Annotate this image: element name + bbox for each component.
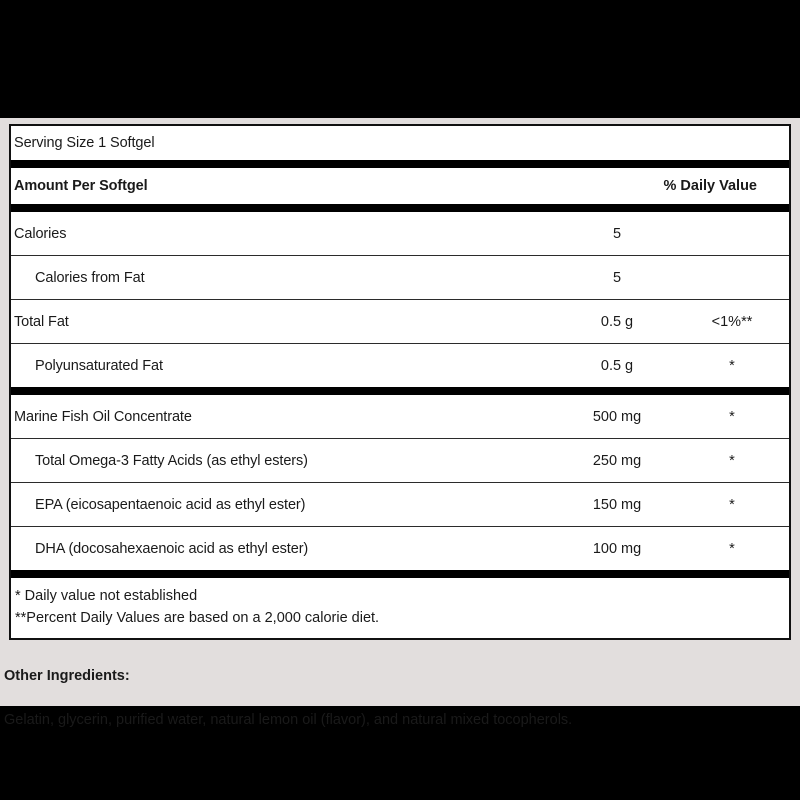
footnotes: [11, 578, 789, 638]
thick-rule-under-header: [11, 204, 789, 212]
nutrient-amount: 0.5 g: [600, 357, 634, 374]
nutrition-facts-table: [9, 124, 791, 640]
other-ingredients-section: [0, 643, 800, 728]
table-row: [11, 439, 789, 482]
serving-size-text: Serving Size 1 Softgel: [14, 135, 155, 151]
nutrient-daily-value: *: [729, 540, 735, 557]
nutrient-name: Total Omega-3 Fatty Acids (as ethyl esters): [35, 452, 308, 469]
table-row: [11, 527, 789, 570]
nutrient-name: Calories: [14, 225, 67, 242]
nutrient-daily-value: *: [729, 452, 735, 469]
nutrient-amount: 500 mg: [592, 408, 642, 425]
table-row: [11, 300, 789, 343]
table-row: [11, 483, 789, 526]
nutrient-amount: 5: [612, 225, 622, 242]
nutrient-name: Calories from Fat: [35, 269, 145, 286]
table-row: [11, 256, 789, 299]
nutrient-name: Polyunsaturated Fat: [35, 357, 163, 374]
nutrient-amount: 100 mg: [592, 540, 642, 557]
nutrient-daily-value: *: [729, 408, 735, 425]
nutrient-daily-value: *: [729, 496, 735, 513]
nutrient-name: EPA (eicosapentaenoic acid as ethyl ester): [35, 496, 306, 513]
table-row: [11, 212, 789, 255]
thick-rule-top: [11, 160, 789, 168]
table-row: [11, 395, 789, 438]
nutrient-amount: 0.5 g: [600, 313, 634, 330]
nutrient-daily-value: <1%**: [711, 313, 753, 330]
nutrient-daily-value: *: [729, 357, 735, 374]
nutrient-name: Total Fat: [14, 313, 69, 330]
nutrient-name: DHA (docosahexaenoic acid as ethyl ester): [35, 540, 309, 557]
nutrient-amount: 5: [612, 269, 622, 286]
thick-rule-bottom: [11, 570, 789, 578]
footnote-percent-daily-values: **Percent Daily Values are based on a 2,000 calorie diet.: [15, 610, 380, 626]
table-row: [11, 344, 789, 387]
nutrient-amount: 150 mg: [592, 496, 642, 513]
daily-value-header: % Daily Value: [663, 178, 757, 194]
other-ingredients-title: Other Ingredients:: [4, 668, 130, 684]
nutrient-name: Marine Fish Oil Concentrate: [14, 408, 192, 425]
supplement-facts-label: [0, 118, 800, 728]
nutrient-amount: 250 mg: [592, 452, 642, 469]
serving-size-row: [11, 126, 789, 160]
thick-rule-mid: [11, 387, 789, 395]
other-ingredients-text: Gelatin, glycerin, purified water, natural lemon oil (flavor), and natural mixed tocopherols.: [4, 712, 573, 728]
amount-per-serving-header: Amount Per Softgel: [14, 178, 148, 194]
table-header-row: [11, 168, 789, 204]
footnote-daily-value-not-established: * Daily value not established: [15, 588, 198, 604]
